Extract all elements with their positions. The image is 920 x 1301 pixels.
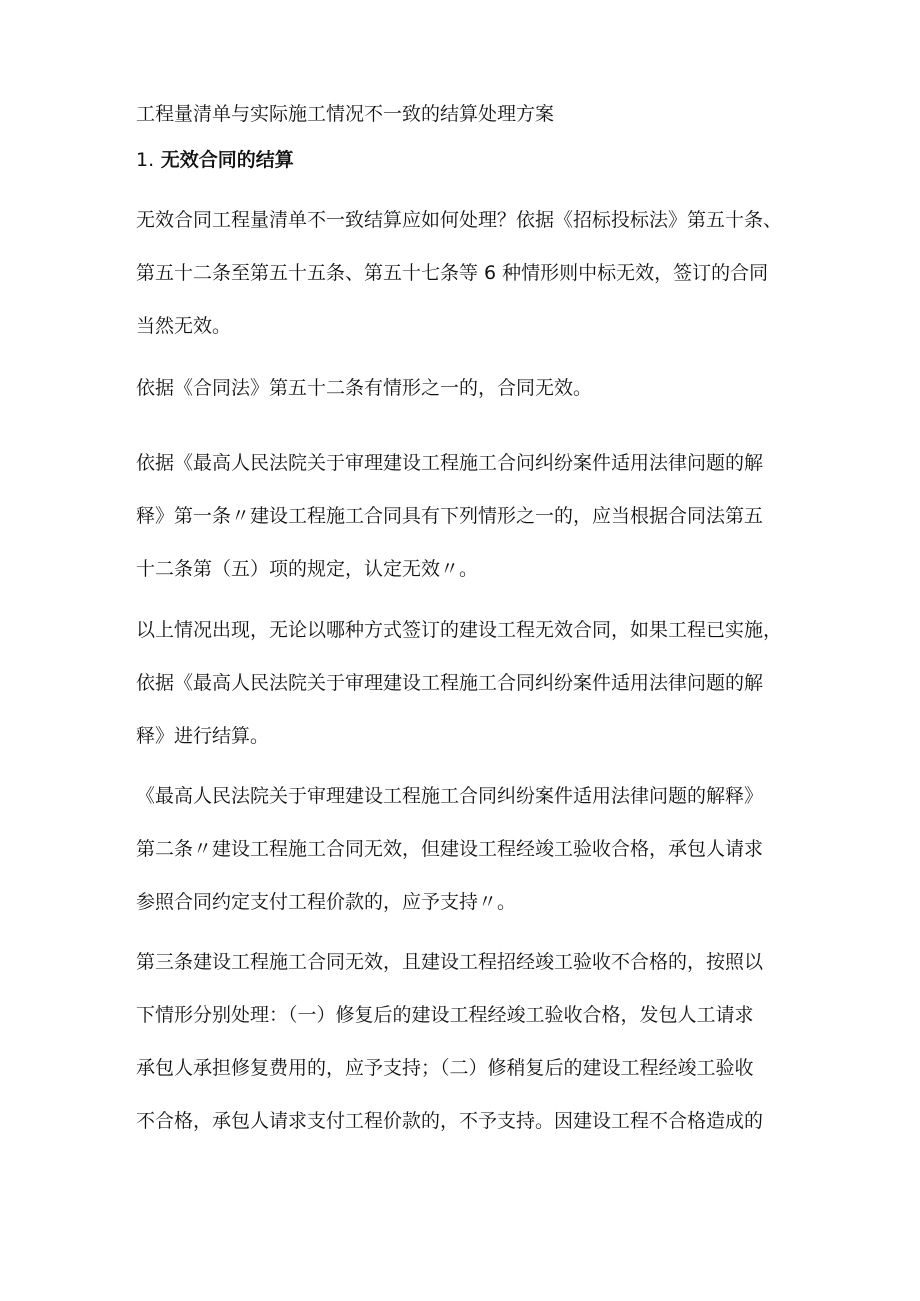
- paragraph-line: 以上情况出现，无论以哪种方式签订的建设工程无效合同，如果工程已实施，: [136, 619, 783, 641]
- paragraph-line: 依据《最高人民法院关于审理建设工程施工合问纠纷案件适用法律问题的解: [136, 452, 764, 474]
- paragraph-line: 第二条〃建设工程施工合同无效，但建设工程经竣工验收合格，承包人请求: [136, 838, 764, 860]
- paragraph-line: 依据《最高人民法院关于审理建设工程施工合同纠纷案件适用法律问题的解: [136, 672, 764, 694]
- paragraph-6: [136, 936, 763, 1148]
- section-title: 无效合同的结算: [160, 149, 294, 171]
- paragraph-1: [136, 194, 782, 353]
- paragraph-2: [136, 362, 592, 415]
- paragraph-line: 参照合同约定支付工程价款的，应予支持〃。: [136, 891, 517, 913]
- paragraph-line: 释》第一条〃建设工程施工合同具有下列情形之一的，应当根据合同法第五: [136, 505, 764, 527]
- paragraph-line: 当然无效。: [136, 315, 232, 337]
- section-number: 1.: [136, 149, 155, 171]
- paragraph-3: [136, 437, 763, 596]
- section-heading: [136, 146, 294, 174]
- paragraph-line: 释》进行结算。: [136, 725, 270, 747]
- paragraph-4: [136, 604, 782, 763]
- paragraph-line: 无效合同工程量清单不一致结算应如何处理？依据《招标投标法》第五十条、: [136, 209, 783, 231]
- paragraph-line: 《最高人民法院关于审理建设工程施工合同纠纷案件适用法律问题的解释》: [136, 785, 764, 807]
- paragraph-line: 承包人承担修复费用的，应予支持；（二）修稍复后的建设工程经竣工验收: [136, 1057, 754, 1079]
- paragraph-5: [136, 770, 763, 929]
- paragraph-line: 十二条第（五）项的规定，认定无效〃。: [136, 558, 479, 580]
- paragraph-line: 不合格，承包人请求支付工程价款的，不予支持。因建设工程不合格造成的: [136, 1110, 764, 1132]
- document-title: 工程量清单与实际施工情况不一致的结算处理方案: [136, 103, 555, 125]
- paragraph-line: 依据《合同法》第五十二条有情形之一的，合同无效。: [136, 377, 593, 399]
- paragraph-line: 下情形分别处理：（一）修复后的建设工程经竣工验收合格，发包人工请求: [136, 1004, 754, 1026]
- paragraph-line: 第三条建设工程施工合同无效，且建设工程招经竣工验收不合格的，按照以: [136, 951, 764, 973]
- paragraph-line: 第五十二条至第五十五条、第五十七条等 6 种情形则中标无效，签订的合同: [136, 262, 769, 284]
